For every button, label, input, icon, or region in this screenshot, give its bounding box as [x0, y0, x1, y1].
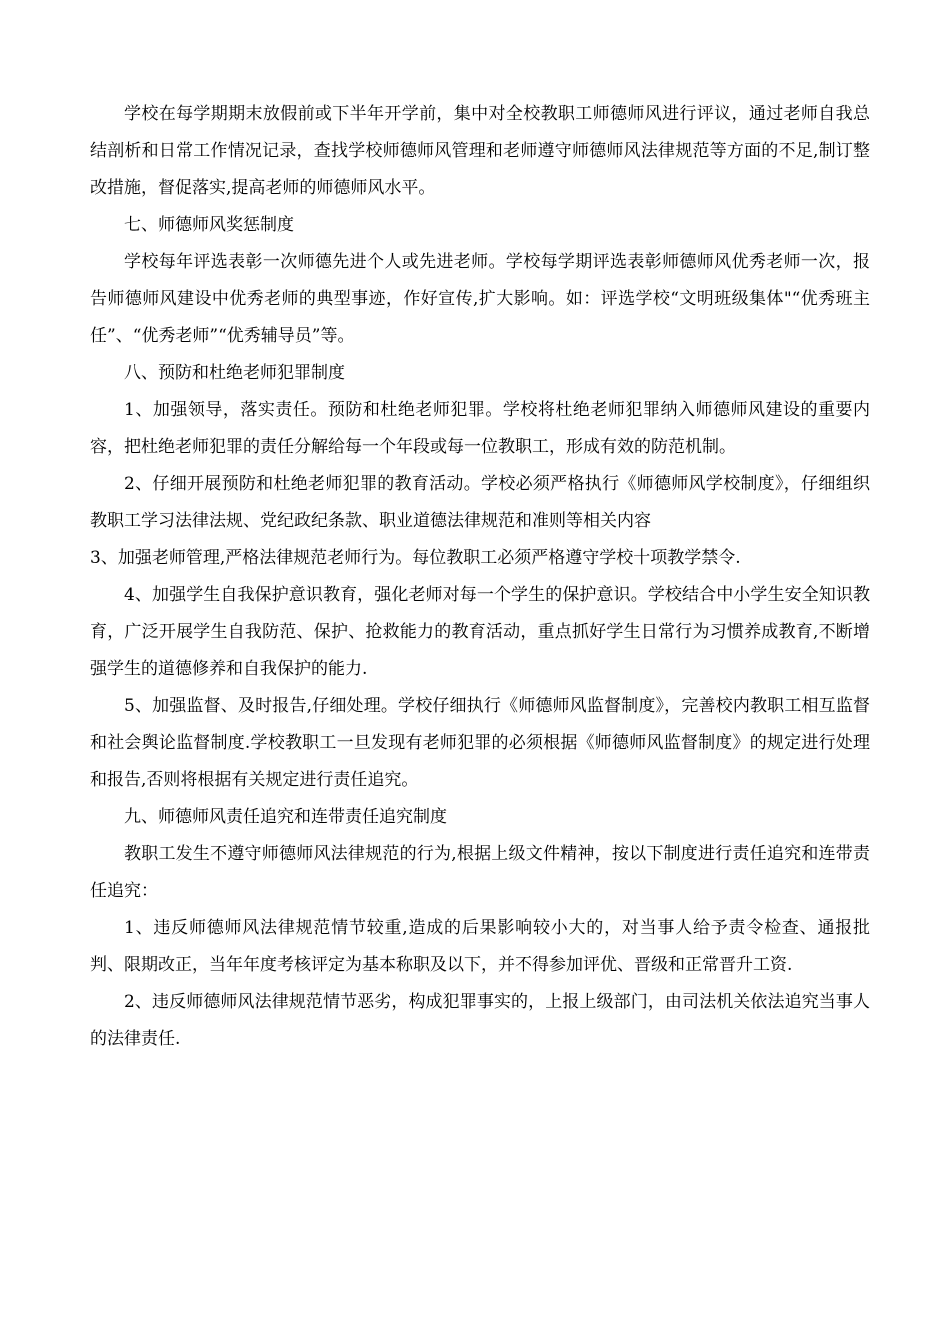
paragraph: 2、违反师德师风法律规范情节恶劣，构成犯罪事实的，上报上级部门，由司法机关依法追究当事人的法律责任. — [90, 992, 870, 1049]
paragraph: 2、仔细开展预防和杜绝老师犯罪的教育活动。学校必须严格执行《师德师风学校制度》，仔细组织教职工学习法律法规、党纪政纪条款、职业道德法律规范和准则等相关内容 — [90, 474, 870, 531]
paragraph: 5、加强监督、及时报告,仔细处理。学校仔细执行《师德师风监督制度》，完善校内教职工相互监督和社会舆论监督制度.学校教职工一旦发现有老师犯罪的必须根据《师德师风监督制度》的规定进行处理和报告,否则将根据有关规定进行责任追究。 — [90, 696, 870, 790]
paragraph: 1、违反师德师风法律规范情节较重,造成的后果影响较小大的，对当事人给予责令检查、通报批判、限期改正，当年年度考核评定为基本称职及以下，并不得参加评优、晋级和正常晋升工资. — [90, 918, 870, 975]
paragraph: 学校在每学期期末放假前或下半年开学前，集中对全校教职工师德师风进行评议，通过老师自我总结剖析和日常工作情况记录，查找学校师德师风管理和老师遵守师德师风法律规范等方面的不足,制订整改措施，督促落实,提高老师的师德师风水平。 — [90, 104, 870, 198]
section-heading: 七、师德师风奖惩制度 — [124, 215, 294, 235]
paragraph: 1、加强领导，落实责任。预防和杜绝老师犯罪。学校将杜绝老师犯罪纳入师德师风建设的重要内容，把杜绝老师犯罪的责任分解给每一个年段或每一位教职工，形成有效的防范机制。 — [90, 400, 870, 457]
paragraph: 教职工发生不遵守师德师风法律规范的行为,根据上级文件精神，按以下制度进行责任追究和连带责任追究： — [90, 844, 870, 901]
document-page — [90, 96, 870, 1058]
paragraph: 3、加强老师管理,严格法律规范老师行为。每位教职工必须严格遵守学校十项教学禁令. — [90, 548, 741, 568]
section-heading: 八、预防和杜绝老师犯罪制度 — [124, 363, 345, 383]
section-heading: 九、师德师风责任追究和连带责任追究制度 — [124, 807, 447, 827]
paragraph: 学校每年评选表彰一次师德先进个人或先进老师。学校每学期评选表彰师德师风优秀老师一次，报告师德师风建设中优秀老师的典型事迹，作好宣传,扩大影响。如：评选学校“文明班级集体"“优秀班主任”、“优秀老师”“优秀辅导员”等。 — [90, 252, 870, 346]
paragraph: 4、加强学生自我保护意识教育，强化老师对每一个学生的保护意识。学校结合中小学生安全知识教育，广泛开展学生自我防范、保护、抢救能力的教育活动，重点抓好学生日常行为习惯养成教育,不断增强学生的道德修养和自我保护的能力. — [90, 585, 870, 679]
